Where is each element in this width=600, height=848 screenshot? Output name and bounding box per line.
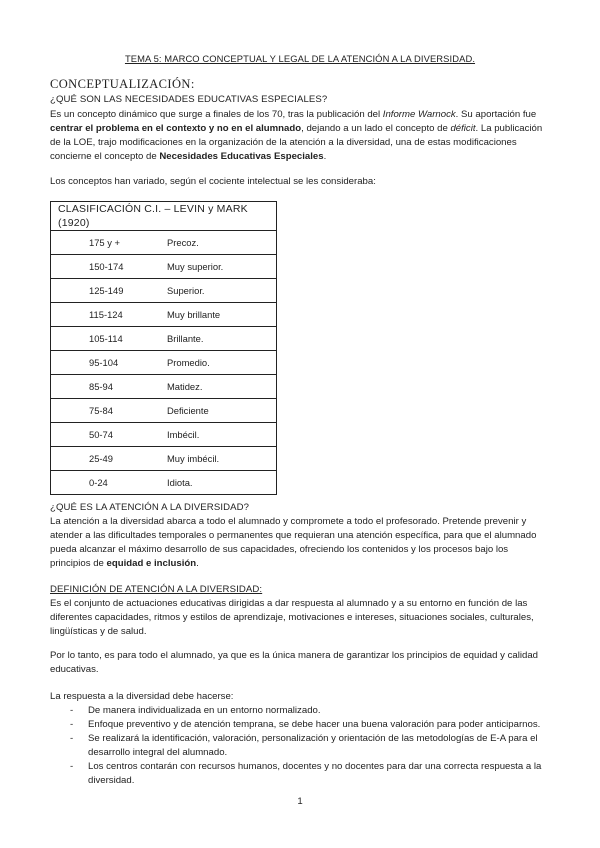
ci-classification-table	[50, 201, 277, 495]
ci-label: Deficiente	[167, 404, 209, 416]
dash-marker: -	[70, 761, 74, 772]
ci-range: 105-114	[89, 332, 123, 344]
subheading-definicion: DEFINICIÓN DE ATENCIÓN A LA DIVERSIDAD:	[50, 584, 263, 595]
ci-label: Muy superior.	[167, 260, 224, 272]
ci-label: Brillante.	[167, 332, 204, 344]
list-item: - Se realizará la identificación, valoración, personalización y orientación de las metodologías de E-A para el desarrollo integral del alumnado.	[70, 733, 538, 758]
ci-label: Superior.	[167, 284, 205, 296]
table-row	[51, 231, 277, 255]
ci-range: 50-74	[89, 428, 113, 440]
bold-nee-text: Necesidades Educativas Especiales	[159, 151, 324, 162]
ci-label: Promedio.	[167, 356, 210, 368]
list-item: - Enfoque preventivo y de atención temprana, se debe hacer una buena valoración para poder anticiparnos.	[70, 719, 541, 730]
dash-marker: -	[70, 719, 74, 730]
table-row	[51, 423, 277, 447]
ci-range: 0-24	[89, 476, 108, 488]
paragraph-atencion-diversidad: La atención a la diversidad abarca a todo el alumnado y compromete a todo el profesorado. Pretende prevenir y atender a las dificultades temporales o permanentes que requieran una atención específica, para que el alumnado pueda alcanzar el máximo desarrollo de sus capacidades, ofreciendo los contenidos y los procesos bajo los principios de equidad e inclusión.	[50, 516, 537, 569]
table-row	[51, 255, 277, 279]
ci-label: Imbécil.	[167, 428, 200, 440]
table-header: CLASIFICACIÓN C.I. – LEVIN y MARK (1920)	[51, 202, 277, 231]
table-row	[51, 351, 277, 375]
table-row	[51, 279, 277, 303]
paragraph-nee-definition: Es un concepto dinámico que surge a finales de los 70, tras la publicación del Informe Warnock. Su aportación fue centrar el problema en el contexto y no en el alumnado, dejando a un lado el concepto de déficit. La publicación de la LOE, trajo modificaciones en la organización de la atención a la diversidad, una de estas modificaciones concierne el concepto de Necesidades Educativas Especiales.	[50, 109, 543, 162]
dash-marker: -	[70, 733, 74, 744]
deficit-text: déficit	[450, 123, 476, 134]
subheading-atencion-diversidad: ¿QUÉ ES LA ATENCIÓN A LA DIVERSIDAD?	[50, 502, 250, 513]
ci-range: 175 y +	[89, 236, 121, 248]
ci-label: Matidez.	[167, 380, 203, 392]
table-row	[51, 303, 277, 327]
list-item: - Los centros contarán con recursos humanos, docentes y no docentes para dar una correcta respuesta a la diversidad.	[70, 761, 542, 786]
table-row	[51, 375, 277, 399]
paragraph-definicion: Es el conjunto de actuaciones educativas dirigidas a dar respuesta al alumnado y a su entorno en función de las diferentes capacidades, ritmos y estilos de aprendizaje, motivaciones e intereses, situaciones sociales, culturales, lingüísticas y de salud.	[50, 598, 534, 637]
ci-range: 25-49	[89, 452, 113, 464]
table-row	[51, 399, 277, 423]
ci-label: Precoz.	[167, 236, 199, 248]
dash-marker: -	[70, 705, 74, 716]
ci-label: Muy imbécil.	[167, 452, 220, 464]
informe-warnock-text: Informe Warnock	[382, 109, 456, 120]
paragraph-por-lo-tanto: Por lo tanto, es para todo el alumnado, ya que es la única manera de garantizar los principios de equidad y calidad educativas.	[50, 650, 538, 675]
bold-equidad-text: equidad e inclusión	[106, 558, 197, 569]
paragraph-respuesta: La respuesta a la diversidad debe hacerse:	[50, 691, 234, 702]
page-number: 1	[297, 796, 303, 807]
ci-range: 75-84	[89, 404, 113, 416]
paragraph-conceptos: Los conceptos han variado, según el cociente intelectual se les consideraba:	[50, 176, 376, 187]
table-row	[51, 327, 277, 351]
ci-range: 150-174	[89, 260, 124, 272]
ci-label: Muy brillante	[167, 308, 221, 320]
ci-range: 125-149	[89, 284, 124, 296]
list-item: - De manera individualizada en un entorno normalizado.	[70, 705, 321, 716]
subheading-nee: ¿QUÉ SON LAS NECESIDADES EDUCATIVAS ESPECIALES?	[50, 94, 328, 105]
ci-range: 115-124	[89, 308, 123, 320]
bold-contexto-text: centrar el problema en el contexto y no en el alumnado	[50, 123, 302, 134]
section-heading-conceptualizacion: CONCEPTUALIZACIÓN:	[50, 77, 195, 91]
ci-range: 85-94	[89, 380, 113, 392]
ci-range: 95-104	[89, 356, 119, 368]
ci-label: Idiota.	[167, 476, 193, 488]
respuesta-list	[50, 704, 550, 788]
table-row	[51, 471, 277, 495]
document-title: TEMA 5: MARCO CONCEPTUAL Y LEGAL DE LA ATENCIÓN A LA DIVERSIDAD.	[124, 53, 476, 64]
table-row	[51, 447, 277, 471]
